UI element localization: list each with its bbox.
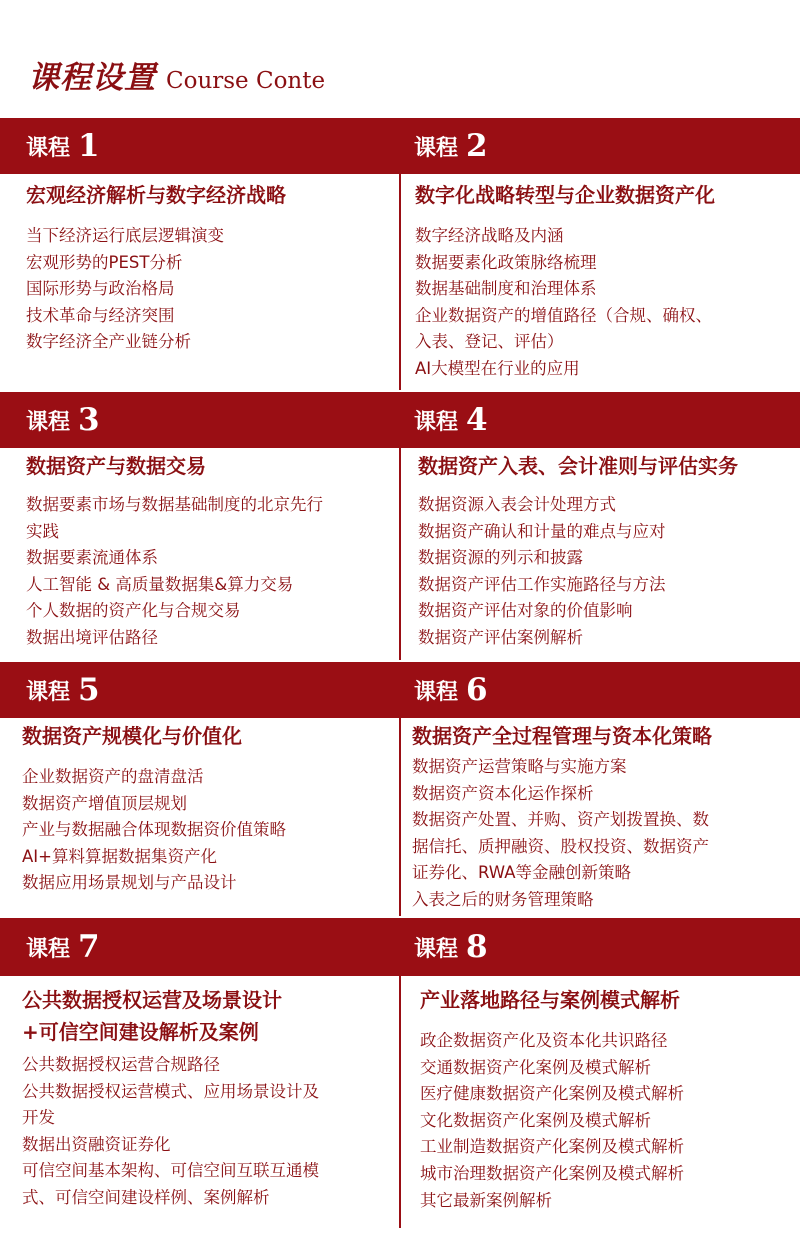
list-item: 数据资产运营策略与实施方案 [412,757,627,776]
list-item: 数据资源的列示和披露 [418,548,583,568]
course-2-topics [415,223,795,383]
list-item: 数据要素流通体系 [26,548,158,568]
list-item: 宏观形势的PEST分析 [26,252,183,272]
course-6-topics [412,754,792,914]
list-item: 数字经济战略及内涵 [415,226,564,245]
list-item: 企业数据资产的增值路径（合规、确权、 [415,305,712,325]
list-item: 当下经济运行底层逻辑演变 [26,226,224,245]
list-item: 数据应用场景规划与产品设计 [22,873,237,893]
course-3-label: 课程 3 [26,402,100,438]
course-3-title: 数据资产与数据交易 [26,454,206,478]
course-7-label: 课程 7 [26,929,100,965]
list-item: 数据基础制度和治理体系 [415,279,597,299]
list-item: 数据出资融资证券化 [22,1134,171,1154]
list-item: 数据要素市场与数据基础制度的北京先行 [26,495,323,514]
list-item: 证券化、RWA等金融创新策略 [412,863,631,883]
list-item: 据信托、质押融资、股权投资、数据资产 [412,836,709,856]
course-6-title: 数据资产全过程管理与资本化策略 [412,724,712,748]
list-item: 技术革命与经济突围 [26,305,175,325]
list-item: 数据资产评估工作实施路径与方法 [418,574,666,594]
list-item: 数据要素化政策脉络梳理 [415,252,597,272]
list-item: 产业与数据融合体现数据资价值策略 [22,820,286,840]
course-8-label: 课程 8 [414,929,488,965]
list-item: 公共数据授权运营模式、应用场景设计及 [22,1081,319,1101]
list-item: 入表、登记、评估） [415,332,564,352]
course-band-row-1 [0,118,800,174]
list-item: 数字经济全产业链分析 [26,332,191,352]
list-item: 文化数据资产化案例及模式解析 [420,1110,651,1130]
list-item: AI+算料算据数据集资产化 [22,846,217,866]
course-6-label: 课程 6 [414,672,488,708]
course-5-label: 课程 5 [26,672,100,708]
course-6-content [412,722,792,914]
column-divider [399,976,401,1228]
list-item: 城市治理数据资产化案例及模式解析 [420,1163,684,1183]
course-8-title: 产业落地路径与案例模式解析 [420,988,680,1012]
course-7-title: 公共数据授权运营及场景设计 [22,988,282,1012]
list-item: 开发 [22,1108,55,1128]
page-title: 课程设置 [28,60,156,96]
course-2-title: 数字化战略转型与企业数据资产化 [415,183,715,207]
list-item: 式、可信空间建设样例、案例解析 [22,1187,270,1207]
course-band-row-3 [0,662,800,718]
course-8-content [420,986,800,1214]
course-7-topics [22,1052,398,1212]
course-5-title: 数据资产规模化与价值化 [22,724,242,748]
list-item: 公共数据授权运营合规路径 [22,1055,220,1074]
list-item: 个人数据的资产化与合规交易 [26,601,241,621]
list-item: 入表之后的财务管理策略 [412,889,594,909]
list-item: 数据资源入表会计处理方式 [418,495,616,514]
list-item: 国际形势与政治格局 [26,279,175,299]
course-5-content [22,722,398,897]
list-item: 实践 [26,521,59,541]
course-band-row-2 [0,392,800,448]
course-1-title: 宏观经济解析与数字经济战略 [26,183,286,207]
course-1-topics [26,223,402,356]
list-item: 数据资产确认和计量的难点与应对 [418,521,666,541]
list-item: 可信空间基本架构、可信空间互联互通模 [22,1161,319,1181]
list-item: 数据资产评估案例解析 [418,627,583,647]
list-item: 数据资产评估对象的价值影响 [418,601,633,621]
course-3-content [26,452,402,652]
course-2-content [415,181,795,383]
course-1-label: 课程 1 [26,128,100,164]
list-item: 其它最新案例解析 [420,1190,552,1210]
list-item: 人工智能 & 高质量数据集&算力交易 [26,574,294,594]
list-item: 数据资产资本化运作探析 [412,783,594,803]
course-4-topics [418,492,798,652]
course-3-topics [26,492,402,652]
list-item: 企业数据资产的盘清盘活 [22,767,204,786]
course-5-topics [22,764,398,897]
course-4-content [418,452,798,652]
course-2-label: 课程 2 [414,128,488,164]
course-4-title: 数据资产入表、会计准则与评估实务 [418,454,738,478]
list-item: AI大模型在行业的应用 [415,358,580,378]
course-7-content [22,986,398,1212]
course-8-topics [420,1028,800,1214]
course-7-title-line-2: +可信空间建设解析及案例 [22,1020,259,1044]
list-item: 政企数据资产化及资本化共识路径 [420,1031,668,1050]
list-item: 交通数据资产化案例及模式解析 [420,1057,651,1077]
course-band-row-4 [0,918,800,976]
page-title-english: Course Conte [166,68,326,94]
column-divider [399,718,401,916]
list-item: 医疗健康数据资产化案例及模式解析 [420,1084,684,1104]
list-item: 数据资产处置、并购、资产划拨置换、数 [412,810,709,830]
list-item: 工业制造数据资产化案例及模式解析 [420,1137,684,1157]
page-header [28,52,325,96]
course-4-label: 课程 4 [414,402,488,438]
list-item: 数据出境评估路径 [26,627,158,647]
course-1-content [26,181,402,356]
list-item: 数据资产增值顶层规划 [22,793,187,813]
